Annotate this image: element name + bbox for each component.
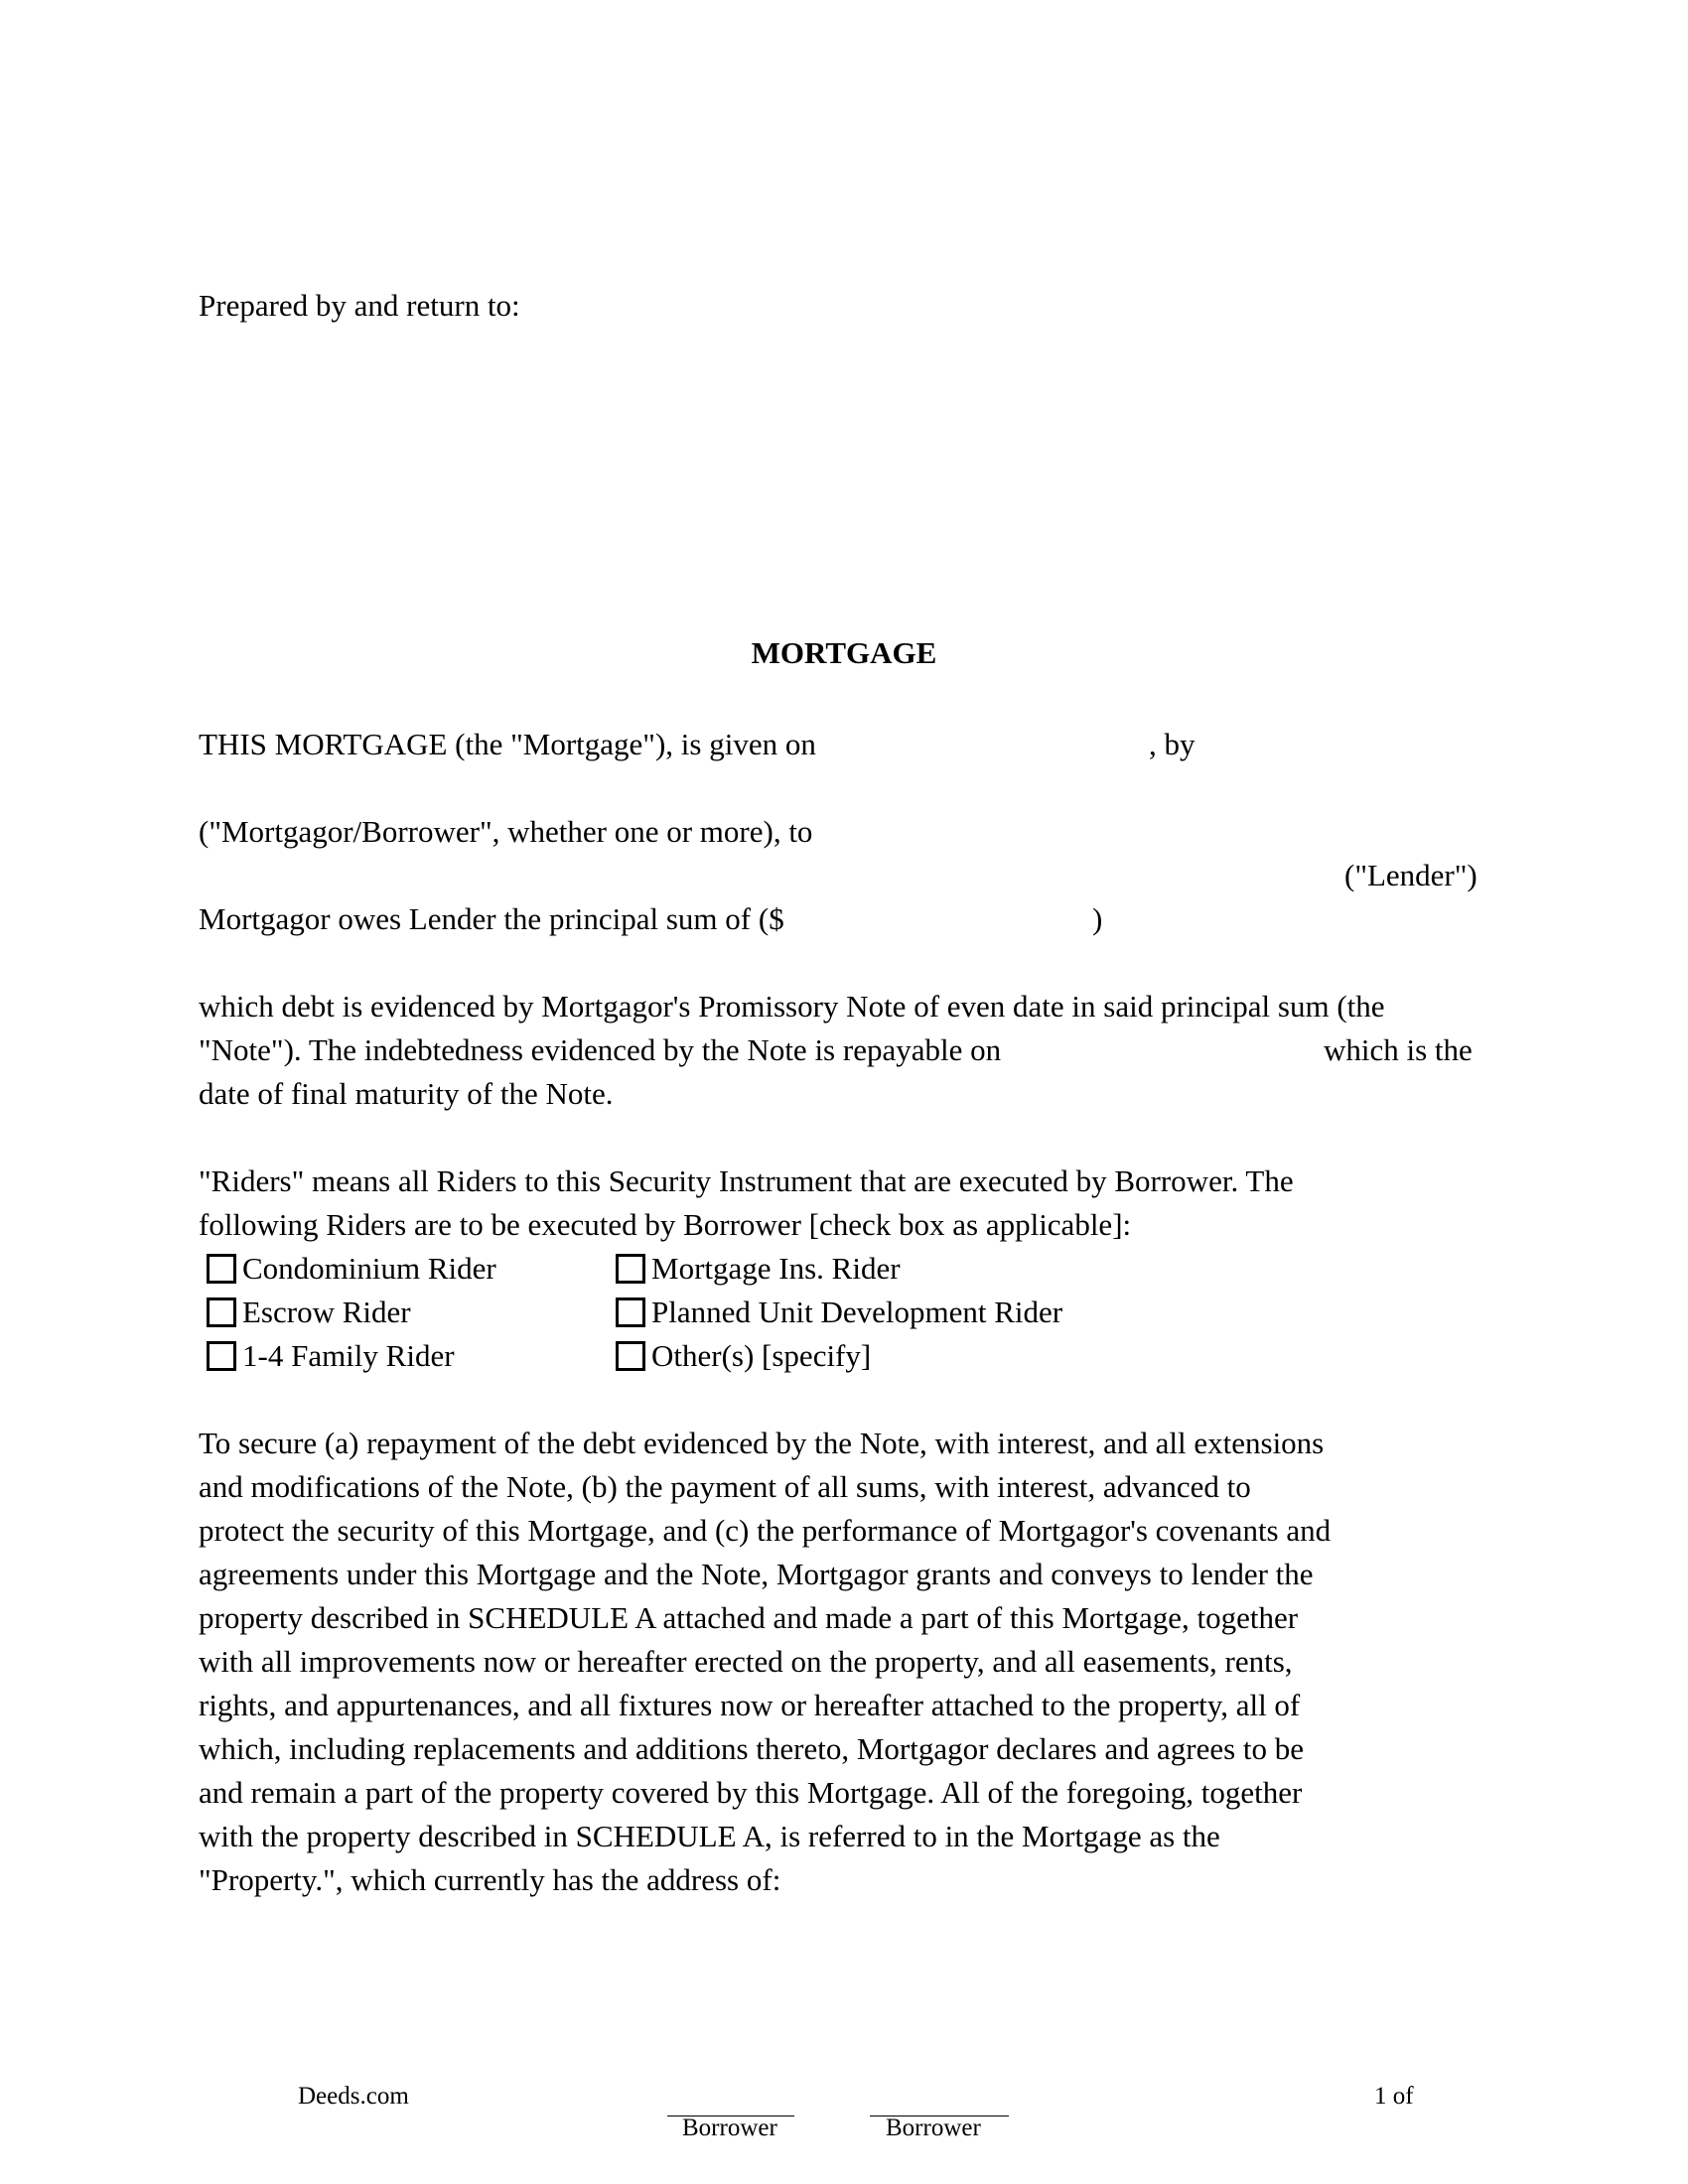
secure-line: To secure (a) repayment of the debt evidenced by the Note, with interest, and all extensions bbox=[199, 1426, 1325, 1460]
rider-condominium[interactable] bbox=[207, 1247, 496, 1291]
secure-line: "Property.", which currently has the address of: bbox=[199, 1862, 781, 1897]
note-line2-start: "Note"). The indebtedness evidenced by the Note is repayable on bbox=[199, 1032, 1002, 1067]
secure-line: which, including replacements and additions thereto, Mortgagor declares and agrees to be bbox=[199, 1731, 1305, 1766]
rider-escrow[interactable] bbox=[207, 1291, 411, 1334]
checkbox-condominium-rider[interactable] bbox=[207, 1254, 236, 1284]
rider-mortgage-ins[interactable] bbox=[616, 1247, 901, 1291]
rider-other[interactable] bbox=[616, 1334, 871, 1378]
intro-line1-start: THIS MORTGAGE (the "Mortgage"), is given on bbox=[199, 727, 816, 761]
rider-family[interactable] bbox=[207, 1334, 455, 1378]
note-line3: date of final maturity of the Note. bbox=[199, 1076, 614, 1111]
prepared-by-label: Prepared by and return to: bbox=[199, 288, 520, 323]
rider-label: 1-4 Family Rider bbox=[242, 1338, 455, 1373]
footer-borrower-2: Borrower bbox=[886, 2115, 981, 2141]
rider-label: Condominium Rider bbox=[242, 1251, 496, 1286]
secure-line: property described in SCHEDULE A attached and made a part of this Mortgage, together bbox=[199, 1600, 1299, 1635]
rider-label: Escrow Rider bbox=[242, 1295, 411, 1329]
principal-sum-start: Mortgagor owes Lender the principal sum of ($ bbox=[199, 901, 784, 936]
intro-line2: ("Mortgagor/Borrower", whether one or more), to bbox=[199, 814, 813, 849]
secure-line: with all improvements now or hereafter erected on the property, and all easements, rents, bbox=[199, 1644, 1293, 1679]
secure-line: rights, and appurtenances, and all fixtures now or hereafter attached to the property, all of bbox=[199, 1688, 1301, 1722]
checkbox-escrow-rider[interactable] bbox=[207, 1297, 236, 1327]
footer-borrower-1: Borrower bbox=[682, 2115, 777, 2141]
rider-planned-unit[interactable] bbox=[616, 1291, 1062, 1334]
lender-label: ("Lender") bbox=[1344, 858, 1477, 892]
rider-label: Planned Unit Development Rider bbox=[651, 1295, 1063, 1329]
secure-line: agreements under this Mortgage and the Note, Mortgagor grants and conveys to lender the bbox=[199, 1557, 1314, 1591]
checkbox-planned-unit-rider[interactable] bbox=[616, 1297, 645, 1327]
rider-label: Other(s) [specify] bbox=[651, 1338, 872, 1373]
footer-site: Deeds.com bbox=[298, 2083, 409, 2110]
riders-line2: following Riders are to be executed by Borrower [check box as applicable]: bbox=[199, 1207, 1132, 1242]
note-line2-end: which is the bbox=[1324, 1032, 1473, 1067]
secure-line: with the property described in SCHEDULE A, is referred to in the Mortgage as the bbox=[199, 1819, 1220, 1853]
intro-line1-end: , by bbox=[1149, 727, 1196, 761]
secure-line: and remain a part of the property covered by this Mortgage. All of the foregoing, together bbox=[199, 1775, 1303, 1810]
checkbox-family-rider[interactable] bbox=[207, 1341, 236, 1371]
footer-page-number: 1 of bbox=[1374, 2083, 1414, 2110]
checkbox-other-rider[interactable] bbox=[616, 1341, 645, 1371]
riders-line1: "Riders" means all Riders to this Security Instrument that are executed by Borrower. The bbox=[199, 1163, 1294, 1198]
secure-line: and modifications of the Note, (b) the payment of all sums, with interest, advanced to bbox=[199, 1469, 1251, 1504]
principal-sum-end: ) bbox=[1092, 901, 1103, 936]
secure-line: protect the security of this Mortgage, and (c) the performance of Mortgagor's covenants and bbox=[199, 1513, 1332, 1548]
rider-label: Mortgage Ins. Rider bbox=[651, 1251, 901, 1286]
checkbox-mortgage-ins-rider[interactable] bbox=[616, 1254, 645, 1284]
document-title: MORTGAGE bbox=[751, 635, 937, 670]
note-line1: which debt is evidenced by Mortgagor's Promissory Note of even date in said principal sum (the bbox=[199, 989, 1385, 1024]
